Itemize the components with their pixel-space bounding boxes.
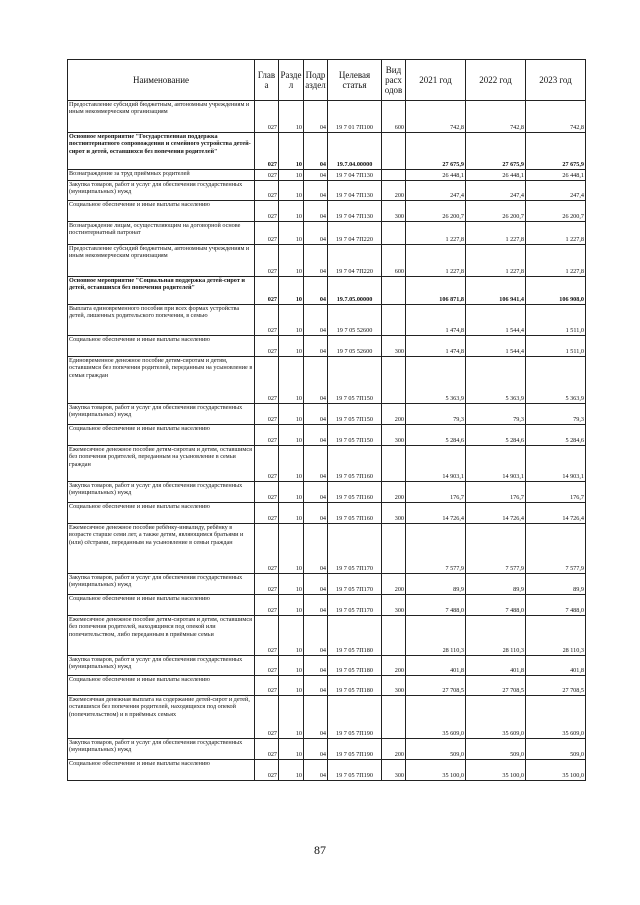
cell-expense-type: 200 bbox=[382, 574, 406, 595]
table-row bbox=[68, 696, 586, 739]
cell-amount-2023: 5 284,6 bbox=[526, 425, 586, 446]
cell-target-article: 19 7 05 7П160 bbox=[328, 482, 382, 503]
table-row bbox=[68, 616, 586, 656]
cell-chapter: 027 bbox=[255, 133, 279, 170]
cell-amount-2021: 509,0 bbox=[406, 739, 466, 760]
cell-target-article: 19 7 04 7П130 bbox=[328, 170, 382, 181]
cell-name: Социальное обеспечение и иные выплаты населению bbox=[68, 595, 255, 616]
cell-expense-type: 300 bbox=[382, 425, 406, 446]
cell-amount-2023: 14 903,1 bbox=[526, 446, 586, 482]
table-row bbox=[68, 656, 586, 676]
table-row bbox=[68, 760, 586, 781]
cell-amount-2022: 79,3 bbox=[466, 404, 526, 425]
cell-amount-2021: 1 474,8 bbox=[406, 336, 466, 357]
cell-section: 10 bbox=[279, 446, 304, 482]
cell-chapter: 027 bbox=[255, 181, 279, 201]
table-row bbox=[68, 446, 586, 482]
table-row bbox=[68, 739, 586, 760]
cell-amount-2023: 7 488,0 bbox=[526, 595, 586, 616]
cell-subsection: 04 bbox=[304, 404, 328, 425]
cell-amount-2023: 247,4 bbox=[526, 181, 586, 201]
cell-name: Выплата единовременного пособия при всех формах устройства детей, лишенных родительского попечения, в семью bbox=[68, 305, 255, 336]
cell-target-article: 19 7 05 7П160 bbox=[328, 503, 382, 524]
cell-section: 10 bbox=[279, 201, 304, 222]
cell-target-article: 19 7 05 7П160 bbox=[328, 446, 382, 482]
cell-amount-2021: 14 726,4 bbox=[406, 503, 466, 524]
cell-section: 10 bbox=[279, 181, 304, 201]
cell-section: 10 bbox=[279, 170, 304, 181]
cell-amount-2023: 509,0 bbox=[526, 739, 586, 760]
table-row bbox=[68, 170, 586, 181]
cell-target-article: 19 7 05 7П150 bbox=[328, 425, 382, 446]
cell-expense-type: 200 bbox=[382, 482, 406, 503]
cell-chapter: 027 bbox=[255, 503, 279, 524]
cell-subsection: 04 bbox=[304, 277, 328, 305]
cell-chapter: 027 bbox=[255, 656, 279, 676]
cell-name: Предоставление субсидий бюджетным, автономным учреждениям и иным некоммерческим организациям bbox=[68, 245, 255, 277]
cell-section: 10 bbox=[279, 425, 304, 446]
cell-target-article: 19 7 05 7П180 bbox=[328, 676, 382, 696]
table-row bbox=[68, 524, 586, 574]
cell-chapter: 027 bbox=[255, 524, 279, 574]
cell-subsection: 04 bbox=[304, 101, 328, 133]
cell-amount-2021: 176,7 bbox=[406, 482, 466, 503]
cell-name: Ежемесячное денежное пособие детям-сиротам и детям, оставшимся без попечения родителей, переданным на усыновление в семьи граждан bbox=[68, 446, 255, 482]
table-row bbox=[68, 595, 586, 616]
cell-section: 10 bbox=[279, 739, 304, 760]
cell-amount-2022: 35 100,0 bbox=[466, 760, 526, 781]
cell-amount-2021: 27 708,5 bbox=[406, 676, 466, 696]
cell-expense-type bbox=[382, 616, 406, 656]
cell-section: 10 bbox=[279, 595, 304, 616]
cell-amount-2022: 14 903,1 bbox=[466, 446, 526, 482]
cell-section: 10 bbox=[279, 656, 304, 676]
cell-target-article: 19 7 05 52600 bbox=[328, 336, 382, 357]
table-row bbox=[68, 336, 586, 357]
cell-chapter: 027 bbox=[255, 101, 279, 133]
cell-subsection: 04 bbox=[304, 336, 328, 357]
cell-chapter: 027 bbox=[255, 357, 279, 404]
cell-amount-2023: 1 227,8 bbox=[526, 222, 586, 245]
cell-amount-2021: 106 871,8 bbox=[406, 277, 466, 305]
cell-name: Социальное обеспечение и иные выплаты населению bbox=[68, 503, 255, 524]
cell-amount-2023: 79,3 bbox=[526, 404, 586, 425]
cell-amount-2022: 28 110,3 bbox=[466, 616, 526, 656]
cell-section: 10 bbox=[279, 482, 304, 503]
cell-expense-type bbox=[382, 133, 406, 170]
cell-amount-2021: 26 200,7 bbox=[406, 201, 466, 222]
cell-section: 10 bbox=[279, 760, 304, 781]
cell-target-article: 19 7 04 7П220 bbox=[328, 245, 382, 277]
header-year-2021: 2021 год bbox=[406, 60, 466, 101]
header-expense-type: Вид расх одов bbox=[382, 60, 406, 101]
cell-expense-type: 200 bbox=[382, 181, 406, 201]
cell-section: 10 bbox=[279, 574, 304, 595]
cell-section: 10 bbox=[279, 503, 304, 524]
cell-name: Социальное обеспечение и иные выплаты населению bbox=[68, 425, 255, 446]
cell-amount-2022: 1 544,4 bbox=[466, 305, 526, 336]
table-row bbox=[68, 574, 586, 595]
cell-amount-2023: 26 200,7 bbox=[526, 201, 586, 222]
cell-subsection: 04 bbox=[304, 357, 328, 404]
cell-subsection: 04 bbox=[304, 760, 328, 781]
cell-target-article: 19 7 05 7П170 bbox=[328, 574, 382, 595]
cell-amount-2023: 1 511,0 bbox=[526, 305, 586, 336]
cell-subsection: 04 bbox=[304, 616, 328, 656]
cell-chapter: 027 bbox=[255, 482, 279, 503]
cell-name: Социальное обеспечение и иные выплаты населению bbox=[68, 676, 255, 696]
cell-section: 10 bbox=[279, 305, 304, 336]
cell-chapter: 027 bbox=[255, 574, 279, 595]
cell-amount-2023: 14 726,4 bbox=[526, 503, 586, 524]
cell-amount-2021: 27 675,9 bbox=[406, 133, 466, 170]
cell-section: 10 bbox=[279, 101, 304, 133]
header-year-2022: 2022 год bbox=[466, 60, 526, 101]
cell-amount-2023: 176,7 bbox=[526, 482, 586, 503]
cell-amount-2022: 7 577,9 bbox=[466, 524, 526, 574]
cell-amount-2021: 89,9 bbox=[406, 574, 466, 595]
table-row bbox=[68, 181, 586, 201]
cell-target-article: 19.7.04.00000 bbox=[328, 133, 382, 170]
cell-name: Вознаграждение лицам, осуществляющим на договорной основе постинтернатный патронат bbox=[68, 222, 255, 245]
table-row bbox=[68, 222, 586, 245]
cell-chapter: 027 bbox=[255, 277, 279, 305]
cell-expense-type: 600 bbox=[382, 245, 406, 277]
cell-expense-type bbox=[382, 305, 406, 336]
cell-amount-2023: 1 511,0 bbox=[526, 336, 586, 357]
table-row bbox=[68, 201, 586, 222]
cell-name: Социальное обеспечение и иные выплаты населению bbox=[68, 760, 255, 781]
cell-amount-2022: 1 227,8 bbox=[466, 222, 526, 245]
cell-amount-2022: 176,7 bbox=[466, 482, 526, 503]
cell-amount-2022: 27 675,9 bbox=[466, 133, 526, 170]
page-number: 87 bbox=[314, 843, 326, 857]
cell-amount-2023: 1 227,8 bbox=[526, 245, 586, 277]
cell-subsection: 04 bbox=[304, 482, 328, 503]
cell-section: 10 bbox=[279, 357, 304, 404]
cell-name: Вознаграждение за труд приёмных родителей bbox=[68, 170, 255, 181]
cell-amount-2023: 5 363,9 bbox=[526, 357, 586, 404]
cell-amount-2022: 1 544,4 bbox=[466, 336, 526, 357]
cell-amount-2022: 89,9 bbox=[466, 574, 526, 595]
cell-target-article: 19 7 04 7П220 bbox=[328, 222, 382, 245]
cell-subsection: 04 bbox=[304, 696, 328, 739]
cell-name: Закупка товаров, работ и услуг для обеспечения государственных (муниципальных) нужд bbox=[68, 574, 255, 595]
cell-amount-2023: 27 675,9 bbox=[526, 133, 586, 170]
cell-expense-type bbox=[382, 446, 406, 482]
cell-amount-2021: 401,8 bbox=[406, 656, 466, 676]
cell-target-article: 19 7 05 7П150 bbox=[328, 357, 382, 404]
cell-amount-2021: 5 363,9 bbox=[406, 357, 466, 404]
cell-target-article: 19 7 05 7П180 bbox=[328, 656, 382, 676]
cell-amount-2021: 742,8 bbox=[406, 101, 466, 133]
cell-amount-2022: 247,4 bbox=[466, 181, 526, 201]
cell-chapter: 027 bbox=[255, 305, 279, 336]
cell-section: 10 bbox=[279, 676, 304, 696]
table-row bbox=[68, 133, 586, 170]
header-year-2023: 2023 год bbox=[526, 60, 586, 101]
cell-amount-2023: 28 110,3 bbox=[526, 616, 586, 656]
cell-chapter: 027 bbox=[255, 336, 279, 357]
cell-amount-2021: 35 609,0 bbox=[406, 696, 466, 739]
cell-section: 10 bbox=[279, 245, 304, 277]
cell-amount-2022: 35 609,0 bbox=[466, 696, 526, 739]
cell-name: Основное мероприятие "Социальная поддержка детей-сирот и детей, оставшихся без попечения родителей" bbox=[68, 277, 255, 305]
cell-name: Ежемесячное денежное пособие детям-сиротам и детям, оставшимся без попечения родителей, находящимся под опекой или попечительством, либо переданным в приёмные семьи bbox=[68, 616, 255, 656]
cell-name: Закупка товаров, работ и услуг для обеспечения государственных (муниципальных) нужд bbox=[68, 656, 255, 676]
cell-amount-2022: 7 488,0 bbox=[466, 595, 526, 616]
cell-amount-2023: 27 708,5 bbox=[526, 676, 586, 696]
cell-expense-type bbox=[382, 524, 406, 574]
table-row bbox=[68, 503, 586, 524]
cell-amount-2023: 106 908,0 bbox=[526, 277, 586, 305]
table-row bbox=[68, 482, 586, 503]
cell-subsection: 04 bbox=[304, 133, 328, 170]
cell-expense-type: 200 bbox=[382, 739, 406, 760]
cell-target-article: 19 7 05 7П170 bbox=[328, 524, 382, 574]
cell-chapter: 027 bbox=[255, 222, 279, 245]
cell-target-article: 19 7 04 7П130 bbox=[328, 181, 382, 201]
header-target-article: Целевая статья bbox=[328, 60, 382, 101]
cell-section: 10 bbox=[279, 133, 304, 170]
cell-subsection: 04 bbox=[304, 170, 328, 181]
cell-chapter: 027 bbox=[255, 696, 279, 739]
cell-name: Ежемесячное денежное пособие ребёнку-инвалиду, ребёнку в возрасте старше семи лет, а также детям, являющимся братьями и (или) сёстрами, переданным на усыновление в семьи граждан bbox=[68, 524, 255, 574]
cell-expense-type: 200 bbox=[382, 656, 406, 676]
header-name: Наименование bbox=[68, 60, 255, 101]
cell-expense-type: 300 bbox=[382, 676, 406, 696]
cell-amount-2021: 14 903,1 bbox=[406, 446, 466, 482]
cell-subsection: 04 bbox=[304, 574, 328, 595]
cell-name: Предоставление субсидий бюджетным, автономным учреждениям и иным некоммерческим организациям bbox=[68, 101, 255, 133]
cell-subsection: 04 bbox=[304, 676, 328, 696]
cell-amount-2022: 5 363,9 bbox=[466, 357, 526, 404]
cell-subsection: 04 bbox=[304, 503, 328, 524]
cell-chapter: 027 bbox=[255, 616, 279, 656]
cell-amount-2023: 7 577,9 bbox=[526, 524, 586, 574]
table-row bbox=[68, 425, 586, 446]
cell-name: Закупка товаров, работ и услуг для обеспечения государственных (муниципальных) нужд bbox=[68, 482, 255, 503]
cell-amount-2022: 26 200,7 bbox=[466, 201, 526, 222]
header-chapter: Глав а bbox=[255, 60, 279, 101]
cell-chapter: 027 bbox=[255, 595, 279, 616]
cell-section: 10 bbox=[279, 616, 304, 656]
cell-expense-type: 600 bbox=[382, 101, 406, 133]
table-body bbox=[68, 101, 586, 781]
cell-expense-type: 300 bbox=[382, 336, 406, 357]
cell-subsection: 04 bbox=[304, 201, 328, 222]
cell-target-article: 19 7 05 7П190 bbox=[328, 696, 382, 739]
cell-amount-2023: 89,9 bbox=[526, 574, 586, 595]
cell-section: 10 bbox=[279, 696, 304, 739]
cell-expense-type bbox=[382, 357, 406, 404]
cell-target-article: 19 7 05 7П170 bbox=[328, 595, 382, 616]
cell-amount-2021: 79,3 bbox=[406, 404, 466, 425]
cell-section: 10 bbox=[279, 404, 304, 425]
cell-subsection: 04 bbox=[304, 305, 328, 336]
cell-subsection: 04 bbox=[304, 656, 328, 676]
cell-chapter: 027 bbox=[255, 676, 279, 696]
cell-subsection: 04 bbox=[304, 222, 328, 245]
cell-section: 10 bbox=[279, 524, 304, 574]
cell-name: Ежемесячная денежная выплата на содержание детей-сирот и детей, оставшихся без попечения родителей, находящихся под опекой (попечительством) и в приёмных семьях bbox=[68, 696, 255, 739]
cell-amount-2021: 28 110,3 bbox=[406, 616, 466, 656]
table-header-row bbox=[68, 60, 586, 101]
cell-name: Закупка товаров, работ и услуг для обеспечения государственных (муниципальных) нужд bbox=[68, 181, 255, 201]
budget-table bbox=[67, 59, 586, 781]
cell-chapter: 027 bbox=[255, 404, 279, 425]
cell-subsection: 04 bbox=[304, 446, 328, 482]
table-row bbox=[68, 101, 586, 133]
cell-target-article: 19 7 04 7П130 bbox=[328, 201, 382, 222]
cell-subsection: 04 bbox=[304, 245, 328, 277]
cell-amount-2021: 1 227,8 bbox=[406, 222, 466, 245]
cell-amount-2023: 26 448,1 bbox=[526, 170, 586, 181]
header-subsection: Подр аздел bbox=[304, 60, 328, 101]
cell-amount-2022: 106 941,4 bbox=[466, 277, 526, 305]
table-row bbox=[68, 357, 586, 404]
cell-expense-type bbox=[382, 222, 406, 245]
cell-section: 10 bbox=[279, 222, 304, 245]
cell-subsection: 04 bbox=[304, 595, 328, 616]
cell-expense-type bbox=[382, 170, 406, 181]
cell-chapter: 027 bbox=[255, 201, 279, 222]
cell-name: Основное мероприятие "Государственная поддержка постинтернатного сопровождения и семейного устройства детей-сирот и детей, оставшихся без попечения родителей" bbox=[68, 133, 255, 170]
cell-name: Социальное обеспечение и иные выплаты населению bbox=[68, 336, 255, 357]
table-row bbox=[68, 277, 586, 305]
cell-section: 10 bbox=[279, 336, 304, 357]
cell-amount-2022: 26 448,1 bbox=[466, 170, 526, 181]
cell-chapter: 027 bbox=[255, 170, 279, 181]
cell-name: Закупка товаров, работ и услуг для обеспечения государственных (муниципальных) нужд bbox=[68, 739, 255, 760]
cell-subsection: 04 bbox=[304, 524, 328, 574]
cell-target-article: 19 7 05 52600 bbox=[328, 305, 382, 336]
cell-subsection: 04 bbox=[304, 181, 328, 201]
cell-amount-2021: 247,4 bbox=[406, 181, 466, 201]
cell-amount-2021: 7 577,9 bbox=[406, 524, 466, 574]
cell-amount-2022: 509,0 bbox=[466, 739, 526, 760]
cell-amount-2021: 26 448,1 bbox=[406, 170, 466, 181]
cell-chapter: 027 bbox=[255, 739, 279, 760]
cell-amount-2021: 1 227,8 bbox=[406, 245, 466, 277]
cell-expense-type: 200 bbox=[382, 404, 406, 425]
cell-amount-2022: 401,8 bbox=[466, 656, 526, 676]
cell-amount-2021: 5 284,6 bbox=[406, 425, 466, 446]
cell-amount-2022: 27 708,5 bbox=[466, 676, 526, 696]
cell-name: Закупка товаров, работ и услуг для обеспечения государственных (муниципальных) нужд bbox=[68, 404, 255, 425]
cell-amount-2023: 35 100,0 bbox=[526, 760, 586, 781]
cell-expense-type: 300 bbox=[382, 760, 406, 781]
cell-expense-type: 300 bbox=[382, 503, 406, 524]
cell-target-article: 19.7.05.00000 bbox=[328, 277, 382, 305]
table-row bbox=[68, 245, 586, 277]
cell-chapter: 027 bbox=[255, 245, 279, 277]
cell-expense-type bbox=[382, 277, 406, 305]
cell-name: Единовременное денежное пособие детям-сиротам и детям, оставшимся без попечения родителей, переданным на усыновление в семьи граждан bbox=[68, 357, 255, 404]
cell-chapter: 027 bbox=[255, 425, 279, 446]
cell-expense-type bbox=[382, 696, 406, 739]
cell-expense-type: 300 bbox=[382, 201, 406, 222]
header-section: Разде л bbox=[279, 60, 304, 101]
cell-amount-2021: 7 488,0 bbox=[406, 595, 466, 616]
table-row bbox=[68, 676, 586, 696]
cell-section: 10 bbox=[279, 277, 304, 305]
table-row bbox=[68, 404, 586, 425]
cell-amount-2023: 401,8 bbox=[526, 656, 586, 676]
cell-amount-2023: 35 609,0 bbox=[526, 696, 586, 739]
cell-target-article: 19 7 01 7П100 bbox=[328, 101, 382, 133]
cell-name: Социальное обеспечение и иные выплаты населению bbox=[68, 201, 255, 222]
cell-chapter: 027 bbox=[255, 446, 279, 482]
cell-expense-type: 300 bbox=[382, 595, 406, 616]
cell-amount-2023: 742,8 bbox=[526, 101, 586, 133]
cell-amount-2022: 5 284,6 bbox=[466, 425, 526, 446]
cell-subsection: 04 bbox=[304, 739, 328, 760]
cell-amount-2021: 35 100,0 bbox=[406, 760, 466, 781]
cell-amount-2021: 1 474,8 bbox=[406, 305, 466, 336]
cell-amount-2022: 14 726,4 bbox=[466, 503, 526, 524]
cell-target-article: 19 7 05 7П180 bbox=[328, 616, 382, 656]
cell-target-article: 19 7 05 7П150 bbox=[328, 404, 382, 425]
cell-chapter: 027 bbox=[255, 760, 279, 781]
cell-amount-2022: 742,8 bbox=[466, 101, 526, 133]
cell-target-article: 19 7 05 7П190 bbox=[328, 739, 382, 760]
cell-subsection: 04 bbox=[304, 425, 328, 446]
cell-target-article: 19 7 05 7П190 bbox=[328, 760, 382, 781]
budget-table-page bbox=[67, 59, 585, 781]
table-row bbox=[68, 305, 586, 336]
cell-amount-2022: 1 227,8 bbox=[466, 245, 526, 277]
